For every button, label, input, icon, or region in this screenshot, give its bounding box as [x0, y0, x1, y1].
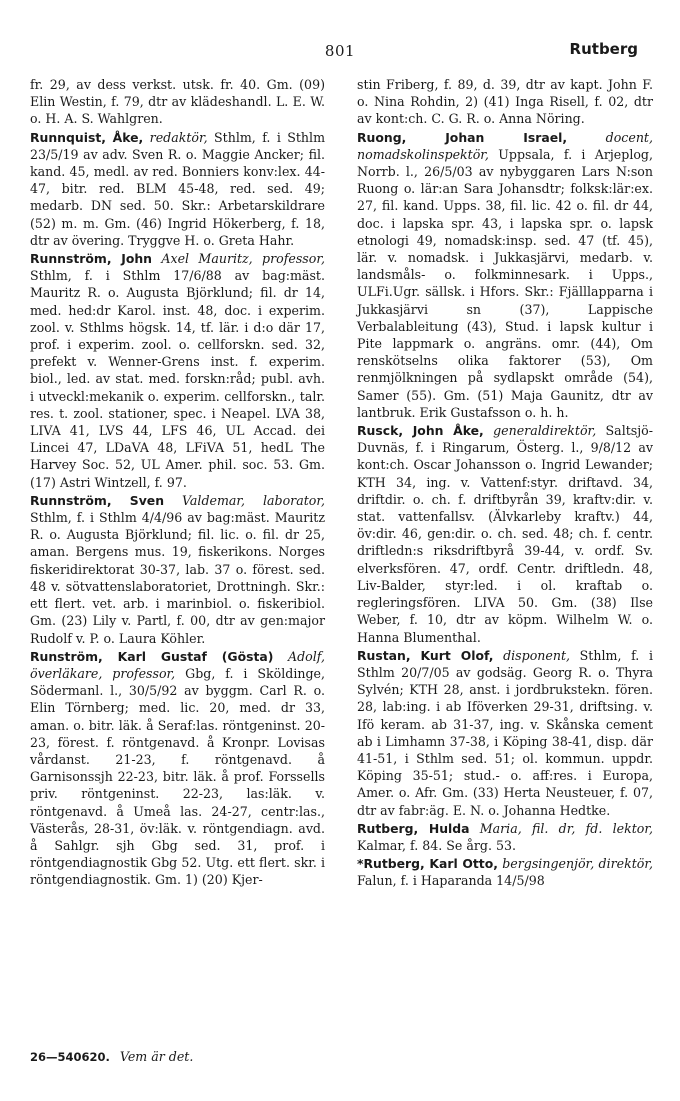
entry-continuation-friberg: stin Friberg, f. 89, d. 39, dtr av kapt. John F. o. Nina Rohdin, 2) (41) Inga Risell, f. 02, dtr av kont:ch. C. G. R. o. Anna Nöring.	[357, 77, 653, 127]
running-head: Rutberg	[569, 40, 638, 58]
publication-title: Vem är det.	[119, 1049, 194, 1064]
entry-rustan-olof: Rustan, Kurt Olof, disponent, Sthlm, f. i Sthlm 20/7/05 av godsäg. Georg R. o. Thyra Sylvén; KTH 28, anst. i jordbrukstekn. fören. 28, lab:ing. i ab Iföverken 29-31, driftsing. v. Ifö keram. ab 31-37, ing. v. Skånska cement ab i Limhamn 37-38, i Köping 38-41, disp. där 41-51, i Sthlm sed. 51; ol. kommun. uppdr. Köping 35-51; stud.- o. aff:res. i Europa, Amer. o. Afr. Gm. (33) Herta Neusteuer, f. 07, dtr av fabr:äg. E. N. o. Johanna Hedtke.	[357, 647, 653, 818]
entry-ruong-johan: Ruong, Johan Israel, docent, nomadskolinspektör, Uppsala, f. i Arjeplog, Norrb. l., 26/5/03 av nybyggaren Lars N:son Ruong o. lär:an Sara Johansdtr; folksk:lär:ex. 27, fil. kand. Upps. 38, fil. lic. 42 o. fil. dr 44, doc. i lapska spr. 43, i lapska spr. o. lapsk etnologi 49, nomadsk:insp. sed. 47 (tf. 45), lär. v. nomadsk. i Jukkasjärvi, medarb. v. landsmåls- o. folkminnesark. i Upps., ULFi.Ugr. sällsk. i Hfors. Skr.: Fjälllapparna i Jukkasjärvi sn (37), Lappische Verbalableitung (43), Stud. i lapsk kultur i Pite lappmark o. angräns. omr. (44), Om renskötselns olika faktorer (53), Om renmjölkningen på sydlapskt område (54), Samer (55). Gm. (51) Maja Gaunitz, dtr av lantbruk. Erik Gustafsson o. h. h.	[357, 129, 653, 420]
entry-runstrom-gosta: Runström, Karl Gustaf (Gösta) Adolf, överläkare, professor, Gbg, f. i Sköldinge, Södermanl. l., 30/5/92 av byggm. Carl R. o. Elin Törnberg; med. lic. 20, med. dr 33, aman. o. bitr. läk. å Seraf:las. röntgeninst. 20-23, förest. f. röntgenavd. å Kronpr. Lovisas vårdanst. 21-23, f. röntgenavd. å Garnisonssjh 22-23, bitr. läk. å prof. Forssells priv. röntgeninst. 22-23, las:läk. v. röntgenavd. å Umeå las. 24-27, centr:las., Västerås, 28-31, öv:läk. v. röntgendiagn. avd. å Sahlgr. sjh Gbg sed. 31, prof. i röntgendiagnostik Gbg 52. Utg. ett flert. skr. i röntgendiagnostik. Gm. 1) (20) Kjer-	[30, 648, 325, 888]
entry-runnquist-ake: Runnquist, Åke, redaktör, Sthlm, f. i Sthlm 23/5/19 av adv. Sven R. o. Maggie Ancker; fil. kand. 45, medl. av red. Bonniers konv:lex. 44-47, bitr. red. BLM 45-48, red. sed. 49; medarb. DN sed. 50. Skr.: Arbetarskildrare (52) m. m. Gm. (46) Ingrid Hökerberg, f. 18, dtr av övering. Tryggve H. o. Greta Hahr.	[30, 129, 326, 248]
entry-rutberg-karl-otto: *Rutberg, Karl Otto, bergsingenjör, direktör, Falun, f. i Haparanda 14/5/98	[357, 856, 653, 889]
entry-runnstrom-john: Runnström, John Axel Mauritz, professor, Sthlm, f. i Sthlm 17/6/88 av bag:mäst. Mauritz R. o. Augusta Björklund; fil. dr 14, med. hed:dr Karol. inst. 48, doc. i experim. zool. v. Sthlms högsk. 14, tf. lär. i d:o där 17, prof. i experim. zool. o. cellforskn. sed. 32, prefekt v. Wenner-Grens inst. f. experim. biol., led. av stat. med. forskn:råd; publ. avh. i utveckl:mekanik o. experim. cellforskn., talr. res. t. zool. stationer, spec. i Neapel. LVA 38, LIVA 41, LVS 44, LFS 46, UL Accad. dei Lincei 47, LDaVA 48, LFiVA 51, hedL The Harvey Soc. 52, UL Amer. phil. soc. 53. Gm. (17) Astri Wintzell, f. 97.	[30, 251, 325, 490]
right-column	[357, 76, 653, 891]
entry-continuation-westin: fr. 29, av dess verkst. utsk. fr. 40. Gm. (09) Elin Westin, f. 79, dtr av klädeshandl. L. E. W. o. H. A. S. Wahlgren.	[30, 77, 325, 127]
left-column	[30, 76, 325, 890]
footer	[30, 1049, 193, 1064]
print-code: 26—540620.	[30, 1050, 110, 1064]
entry-runnstrom-sven: Runnström, Sven Valdemar, laborator, Sthlm, f. i Sthlm 4/4/96 av bag:mäst. Mauritz R. o. Augusta Björklund; fil. lic. o. fil. dr 25, aman. Bergens mus. 19, fiskerikons. Norges fiskeridirektorat 30-37, lab. 37 o. förest. sed. 48 v. sötvattenslaboratoriet, Drottningh. Skr.: ett flert. vet. arb. i marinbiol. o. fiskeribiol. Gm. (23) Lily v. Partl, f. 00, dtr av gen:major Rudolf v. P. o. Laura Köhler.	[30, 492, 325, 646]
entry-rusck-ake: Rusck, John Åke, generaldirektör, Saltsjö-Duvnäs, f. i Ringarum, Österg. l., 9/8/12 av kont:ch. Oscar Johansson o. Ingrid Lewander; KTH 34, ing. v. Vattenf:styr. driftavd. 34, driftdir. o. ch. f. driftbyrån 39, kraftv:dir. v. stat. vattenfallsv. (Älvkarleby kraftv.) 44, öv:dir. 46, gen:dir. o. ch. sed. 48; ch. f. centr. driftledn:s riksdriftbyrå 39-44, v. ordf. Sv. elverksfören. 47, ordf. Centr. driftledn. 48, Liv-Balder, styr:led. i ol. kraftab o. regleringsfören. LIVA 50. Gm. (38) Ilse Weber, f. 10, dtr av köpm. Wilhelm W. o. Hanna Blumenthal.	[357, 423, 653, 645]
page-number: 801	[324, 42, 356, 60]
entry-rutberg-hulda: Rutberg, Hulda Maria, fil. dr, fd. lektor, Kalmar, f. 84. Se årg. 53.	[357, 820, 654, 853]
